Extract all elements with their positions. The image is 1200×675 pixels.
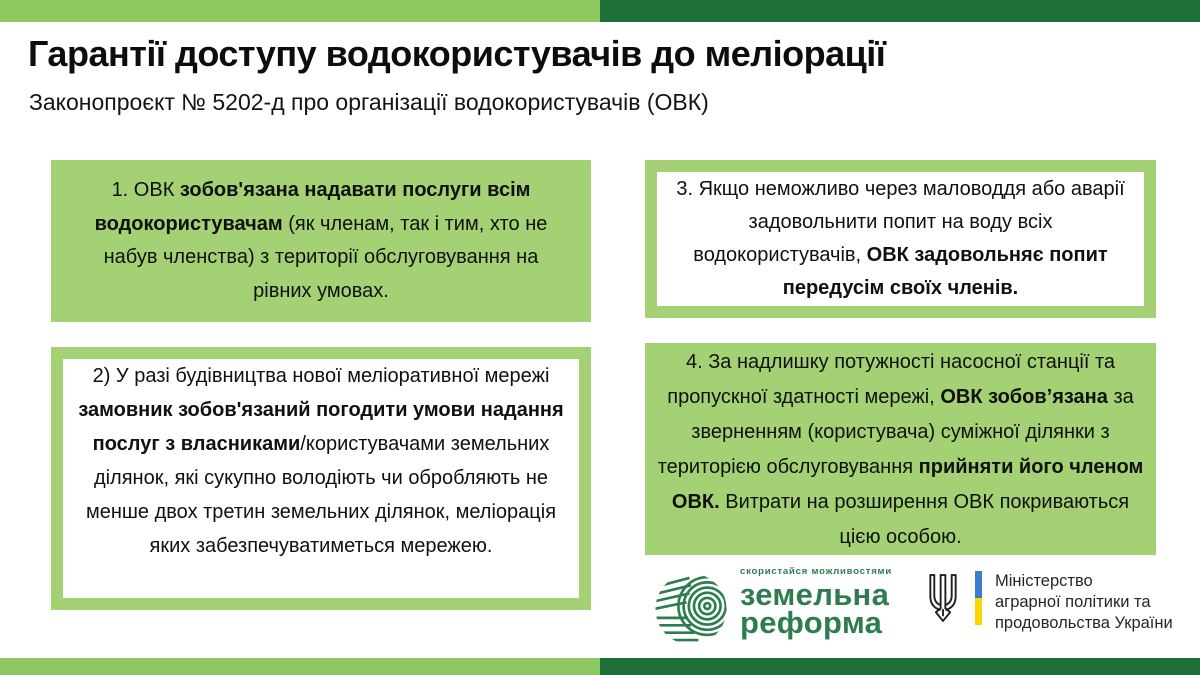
ministry-name (995, 571, 1173, 634)
box-text: / (300, 433, 306, 455)
bottom-accent-bar (0, 658, 1200, 675)
page-title: Гарантії доступу водокористувачів до меліорації (28, 33, 886, 74)
box-text-bold: замовник зобов'язаний погодити умови надання послуг з власниками (78, 399, 564, 455)
ministry-name-line2: аграрної політики та (995, 593, 1151, 611)
page-subtitle: Законопроєкт № 5202-д про організації водокористувачів (ОВК) (29, 89, 709, 115)
info-box-3 (645, 160, 1156, 318)
land-reform-tagline: скористайся можливостями (740, 566, 893, 577)
land-reform-logo (654, 566, 892, 646)
flag-yellow-segment (975, 598, 982, 625)
box-text: Витрати на розширення ОВК покриваються цією особою. (719, 491, 1130, 548)
box-text: за зверненням (користувача) суміжної ділянки з територією обслуговування (657, 386, 1134, 478)
ministry-name-line3: продовольства України (995, 614, 1173, 632)
flag-blue-segment (975, 571, 982, 598)
bottom-bar-dark-segment (600, 658, 1200, 675)
flag-color-bar (975, 571, 982, 625)
trident-icon (924, 569, 962, 627)
land-reform-name-line2: реформа (740, 605, 883, 640)
top-bar-light-segment (0, 0, 600, 22)
land-reform-icon (654, 572, 728, 646)
box-text-bold: прийняти його членом ОВК. (671, 456, 1144, 513)
info-box-4 (645, 343, 1156, 555)
box-text: 2) У разі будівництва нової меліоративної мережі (92, 365, 550, 387)
box-text: 3. Якщо неможливо через маловоддя або аварії задовольнити попит на воду всіх водокористувачів, (676, 178, 1125, 266)
bottom-bar-light-segment (0, 658, 600, 675)
box-text: 1. ОВК (111, 179, 180, 201)
top-accent-bar (0, 0, 1200, 22)
top-bar-dark-segment (600, 0, 1200, 22)
ministry-name-line1: Міністерство (995, 572, 1093, 590)
box-text: користувачами земельних ділянок, які сукупно володіють чи обробляють не менше двох третин земельних ділянок, меліорація яких забезпечуватиметься мережею. (85, 433, 557, 557)
info-box-2 (51, 347, 591, 610)
box-text-bold: ОВК зобов’язана (940, 386, 1108, 408)
ministry-logo (924, 569, 1173, 634)
box-text: (як членам, так і тим, хто не набув членства) з території обслуговування на рівних умовах. (103, 212, 548, 302)
box-text-bold: ОВК задовольняє попит передусім своїх членів. (782, 244, 1108, 299)
land-reform-name-line1: земельна (740, 577, 890, 612)
info-box-1 (51, 160, 591, 322)
box-text-bold: зобов'язана надавати послуги всім водокористувачам (94, 179, 531, 235)
box-text: 4. За надлишку потужності насосної станції та пропускної здатності мережі, (667, 351, 1116, 408)
